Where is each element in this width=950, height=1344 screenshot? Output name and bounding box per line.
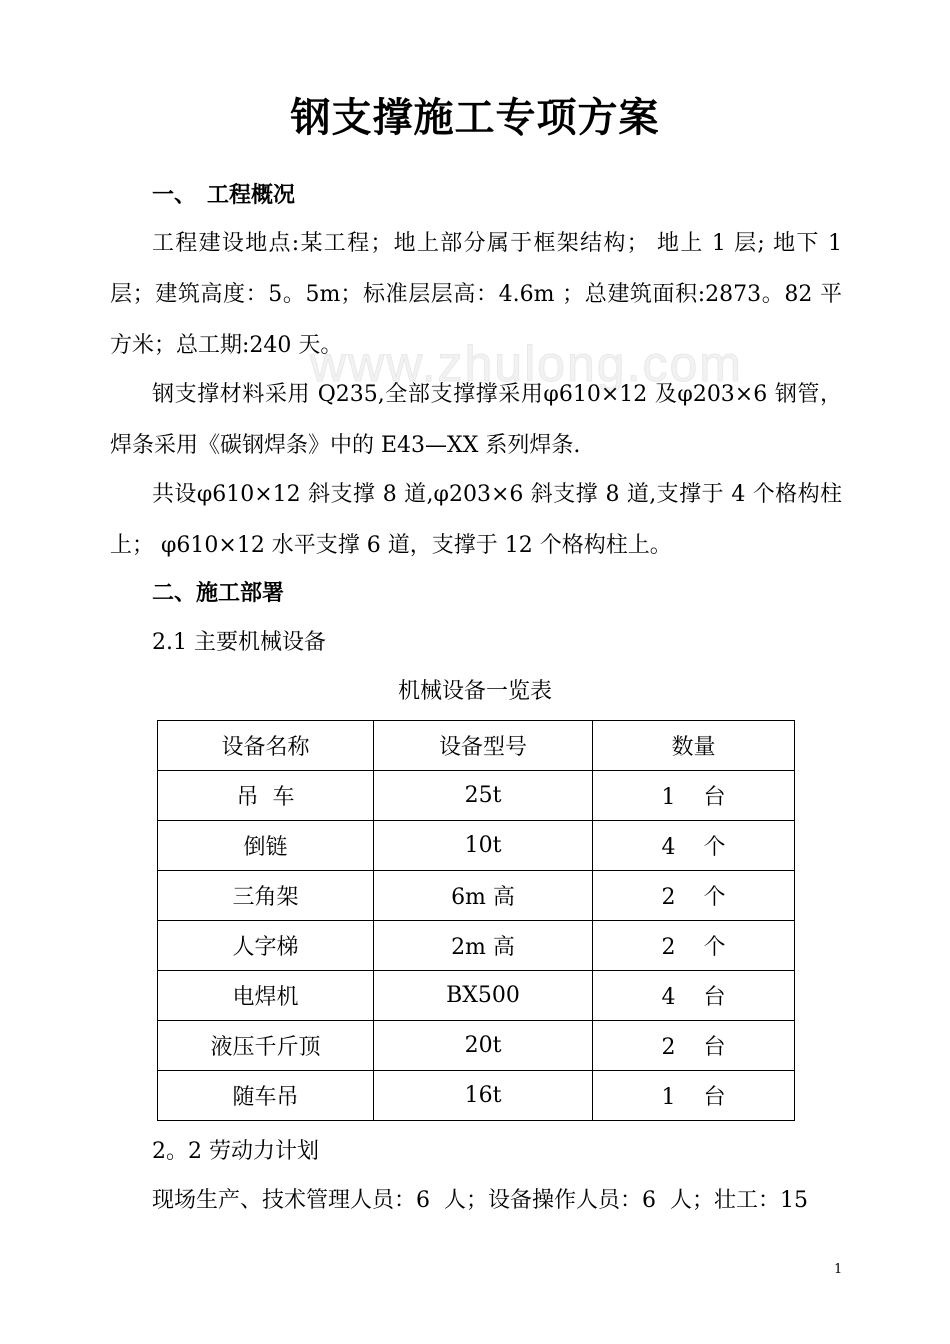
paragraph-project-info: 工程建设地点:某工程；地上部分属于框架结构； 地上 1 层; 地下 1 层；建筑高度：5。5m；标准层层高：4.6m ；总建筑面积:2873。82 平方米；总工期:240 天。 [110,231,842,358]
table-row [158,821,795,871]
table-caption: 机械设备一览表 [397,679,552,704]
header-model: 设备型号 [374,721,593,771]
cell-quantity: 4 台 [593,971,795,1021]
cell-model: 16t [374,1071,593,1121]
cell-name: 吊 车 [158,771,374,821]
table-header-row [158,721,795,771]
labor-text: 现场生产、技术管理人员：6 人；设备操作人员：6 人；壮工：15 [152,1188,808,1213]
cell-model: 20t [374,1021,593,1071]
table-row [158,971,795,1021]
header-quantity: 数量 [593,721,795,771]
watermark: www.zhulong.com [310,336,743,392]
header-name: 设备名称 [158,721,374,771]
cell-model: 6m 高 [374,871,593,921]
cell-quantity: 1 台 [593,1071,795,1121]
section-heading-overview: 一、 工程概况 [152,182,296,208]
paragraph-supports: 共设φ610×12 斜支撑 8 道,φ203×6 斜支撑 8 道,支撑于 4 个格构柱上； φ610×12 水平支撑 6 道，支撑于 12 个格构柱上。 [110,482,842,558]
cell-name: 随车吊 [158,1071,374,1121]
paragraph-material: 钢支撑材料采用 Q235,全部支撑撑采用φ610×12 及φ203×6 钢管，焊条采用《碳钢焊条》中的 E43—XX 系列焊条. [110,382,842,458]
table-row [158,921,795,971]
cell-quantity: 2 个 [593,871,795,921]
cell-model: 2m 高 [374,921,593,971]
cell-name: 电焊机 [158,971,374,1021]
equipment-table [157,720,795,1121]
section-heading-deployment: 二、施工部署 [152,580,285,606]
table-row [158,871,795,921]
document-title: 钢支撑施工专项方案 [290,94,660,141]
cell-quantity: 2 台 [593,1021,795,1071]
page-number: 1 [834,1262,843,1277]
cell-model: 10t [374,821,593,871]
cell-name: 人字梯 [158,921,374,971]
cell-name: 液压千斤顶 [158,1021,374,1071]
cell-quantity: 2 个 [593,921,795,971]
table-row [158,1071,795,1121]
cell-quantity: 1 台 [593,771,795,821]
cell-name: 三角架 [158,871,374,921]
cell-model: 25t [374,771,593,821]
table-row [158,771,795,821]
cell-name: 倒链 [158,821,374,871]
cell-quantity: 4 个 [593,821,795,871]
subheading-labor: 2。2 劳动力计划 [152,1139,319,1164]
cell-model: BX500 [374,971,593,1021]
subheading-equipment: 2.1 主要机械设备 [152,630,326,655]
table-row [158,1021,795,1071]
